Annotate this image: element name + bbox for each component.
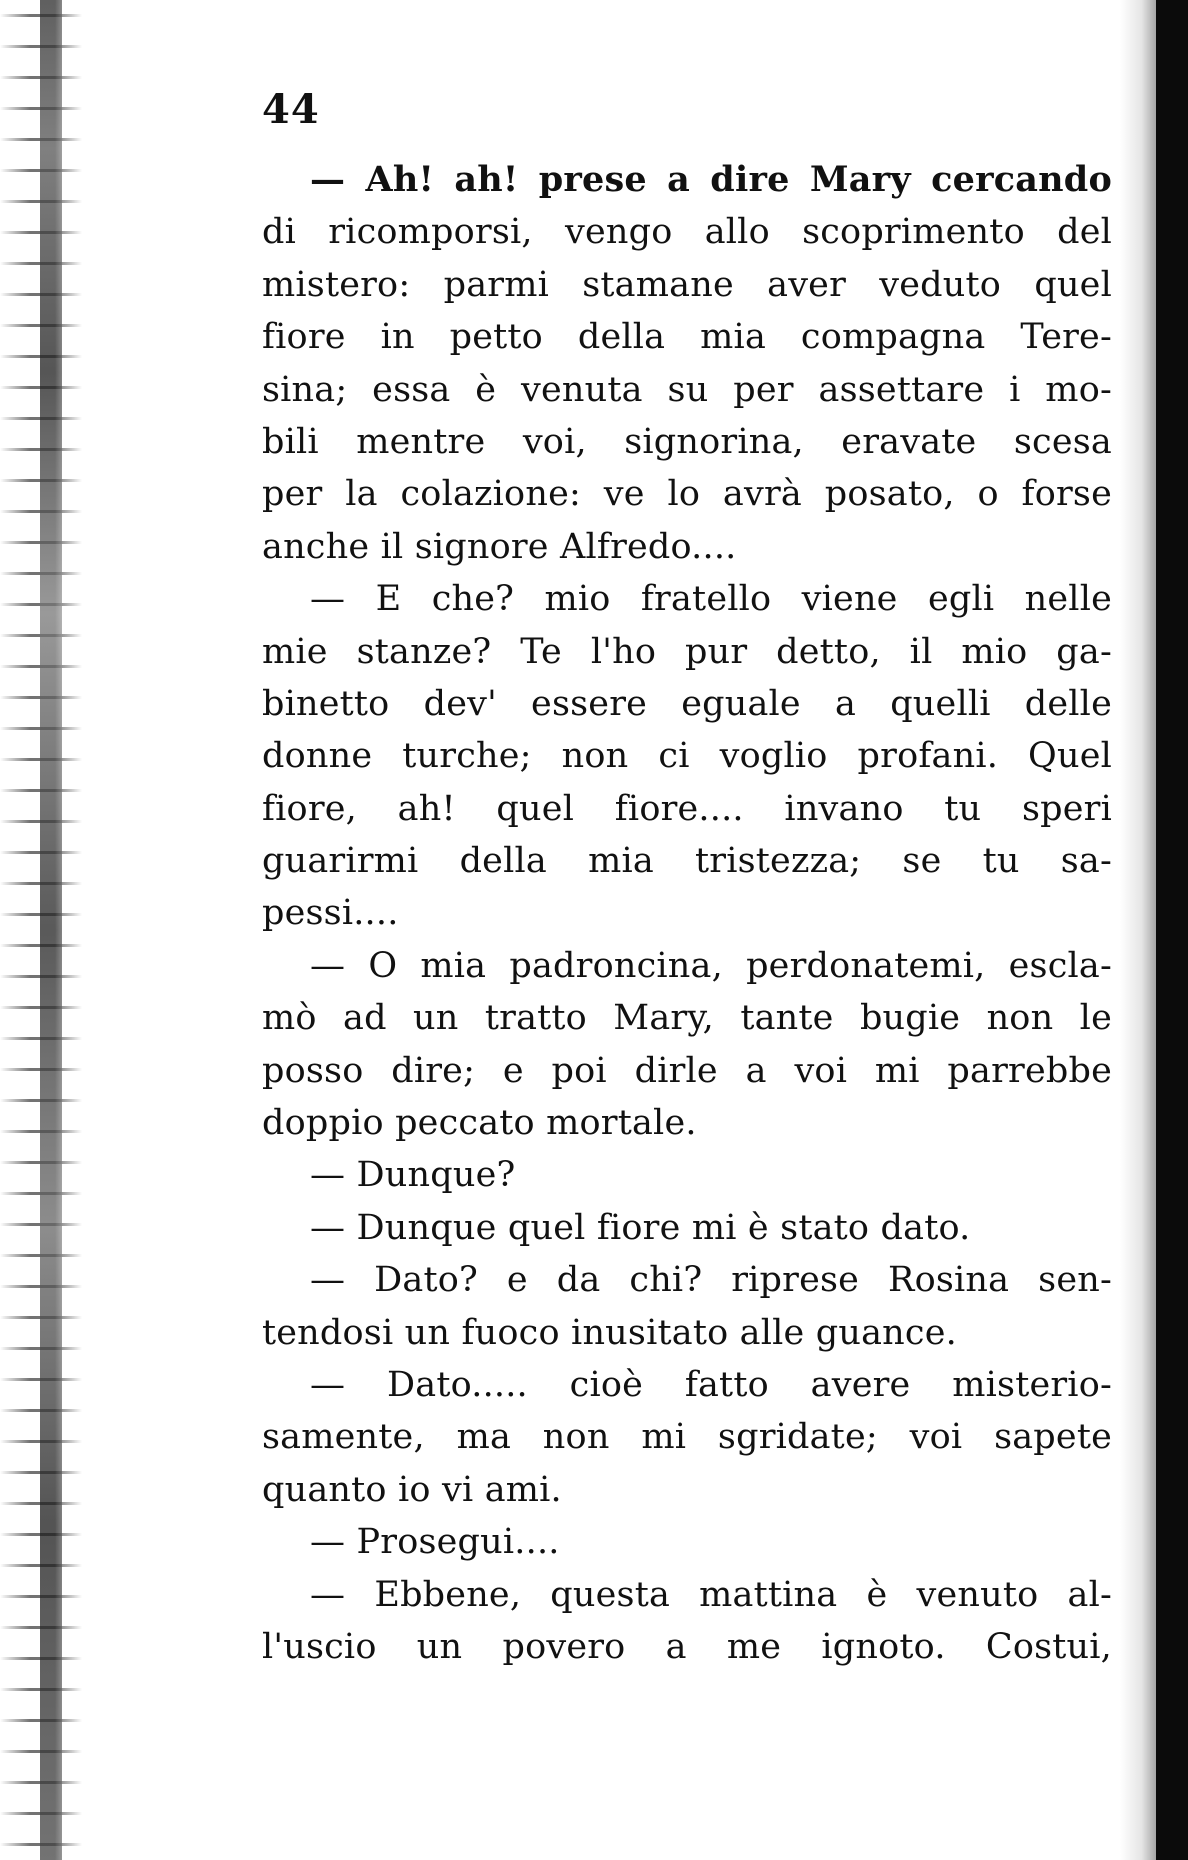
text-line: anche il signore Alfredo....: [262, 526, 737, 567]
text-line: guarirmi della mia tristezza; se tu sa-: [262, 841, 1112, 882]
text-line: sina; essa è venuta su per assettare i mo-: [262, 369, 1112, 410]
text-line: — Dato..... cioè fatto avere misterio-: [310, 1364, 1112, 1405]
text-line: — Dato? e da chi? riprese Rosina sen-: [310, 1260, 1112, 1301]
body-text: [262, 154, 1112, 1673]
text-line: l'uscio un povero a me ignoto. Costui,: [262, 1626, 1112, 1667]
text-line: — Dunque quel fiore mi è stato dato.: [310, 1207, 971, 1248]
text-line: mò ad un tratto Mary, tante bugie non le: [262, 998, 1112, 1039]
page-number: 44: [262, 86, 320, 133]
text-line: per la colazione: ve lo avrà posato, o forse: [262, 474, 1112, 515]
text-line: mie stanze? Te l'ho pur detto, il mio ga-: [262, 631, 1112, 672]
text-line: quanto io vi ami.: [262, 1469, 562, 1510]
text-line: — Ebbene, questa mattina è venuto al-: [310, 1574, 1112, 1615]
scan-dark-edge: [1156, 0, 1188, 1860]
text-line: di ricomporsi, vengo allo scoprimento del: [262, 212, 1112, 253]
text-line: mistero: parmi stamane aver veduto quel: [262, 264, 1112, 305]
text-line: — O mia padroncina, perdonatemi, escla-: [310, 945, 1112, 986]
text-line: — Prosegui....: [310, 1522, 560, 1563]
text-line: fiore in petto della mia compagna Tere-: [262, 317, 1112, 358]
scan-binding-edge: [0, 0, 82, 1860]
text-line: pessi....: [262, 893, 399, 934]
text-line: fiore, ah! quel fiore.... invano tu speri: [262, 788, 1112, 829]
text-line: samente, ma non mi sgridate; voi sapete: [262, 1417, 1112, 1458]
text-line: binetto dev' essere eguale a quelli delle: [262, 683, 1112, 724]
text-line: — E che? mio fratello viene egli nelle: [310, 579, 1112, 620]
text-line: donne turche; non ci voglio profani. Quel: [262, 736, 1112, 777]
text-line: — Dunque?: [310, 1155, 516, 1196]
text-line: posso dire; e poi dirle a voi mi parrebbe: [262, 1050, 1112, 1091]
text-line: — Ah! ah! prese a dire Mary cercando: [310, 159, 1112, 200]
text-line: doppio peccato mortale.: [262, 1103, 697, 1144]
text-line: tendosi un fuoco inusitato alle guance.: [262, 1312, 957, 1353]
text-line: bili mentre voi, signorina, eravate scesa: [262, 421, 1112, 462]
